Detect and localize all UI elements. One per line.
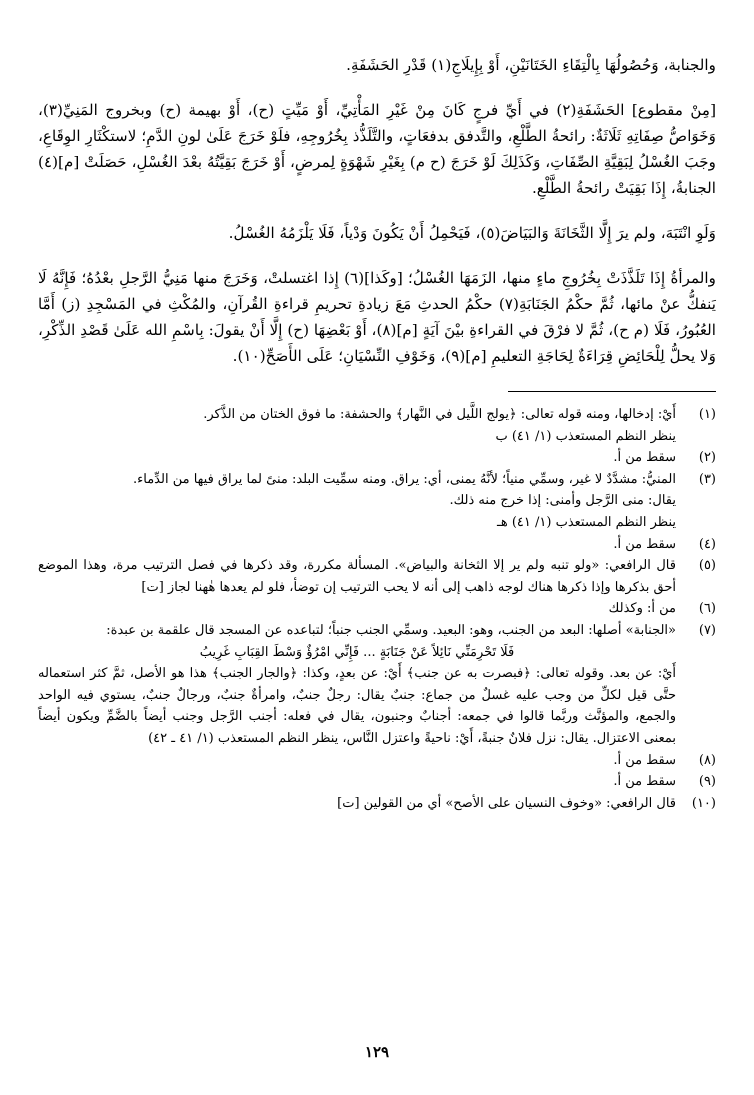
footnote-number: (٦) <box>698 601 716 617</box>
footnote-5 <box>38 555 716 598</box>
footnote-text: قال الرافعي: «وخوف النسيان على الأصح» أي من القولين [ت] <box>337 795 676 811</box>
footnote-text: يقال: منى الرَّجل وأمنى: إذا خرج منه ذلك. <box>449 493 676 509</box>
footnote-number: (٧) <box>698 622 716 638</box>
footnote-6 <box>38 598 716 620</box>
paragraph-1: والجنابة، وَحُصُولُهَا بِالْتِقَاءِ الخَتَانَيْنِ، أَوْ بِإِيلَاجِ(١) قَدْرِ الحَشَفَةِ. <box>346 56 716 74</box>
footnote-text: سقط من أ. <box>613 536 676 552</box>
footnotes <box>38 404 716 814</box>
paragraph-4: والمرأةُ إِذَا تَلَذَّذَتْ بِخُرُوجِ ماءٍ منها، الزَمَهَا الغُسْلُ؛ [وكَذا](٦) إِذا اغتسلتْ، وَخَرَجَ منها مَنِيُّ الرَّجلِ بعْدُهُ؛ فَإِنَّهُ لَا يَنفكُّ عنْ مائها، ثُمَّ حكْمُ الجَنَابَةِ(٧) حكْمُ الحدثِ مَعَ زيادةِ تحريمِ قراءةِ القُرآنِ، والمُكْثِ في المَسْجِدِ (ز) أَمَّا العُبُورُ، فَلَا (م ح)، ثُمَّ لا فرْقَ في القراءةِ بيْنَ آيَةٍ [م](٨)، أَوْ بَعْضِهَا (ح) إِلَّا أَنْ يقولَ: بِاسْمِ الله عَلَىٰ قَصْدِ الذِّكْرِ، وَلا يحلُّ لِلْحَائِضِ قِرَاءَةٌ لِحَاجَةِ التعليمِ [م](٩)، وَخَوْفِ النِّسْيَانِ؛ عَلَى الأَصَحِّ(١٠). <box>38 269 716 365</box>
footnote-text: ينظر النظم المستعذب (١/ ٤١) هـ <box>497 514 676 530</box>
poem-verse: فَلَا تَحْرِمَنِّي نَائِلاً عَنْ جَنَابَةٍ ... فَإِنِّي امْرُؤٌ وَسْطَ القِبَابِ غَرِيبُ <box>199 644 515 660</box>
footnote-text: سقط من أ. <box>613 450 676 466</box>
page-number: ١٢٩ <box>364 1043 390 1061</box>
footnote-10 <box>38 793 716 815</box>
footnote-9 <box>38 771 716 793</box>
footnote-number: (١٠) <box>691 795 716 811</box>
footnote-text: سقط من أ. <box>613 774 676 790</box>
footnote-4 <box>38 534 716 556</box>
footnote-text: قال الرافعي: «ولو تنبه ولم ير إلا الثخانة والبياض». المسألة مكررة، وقد ذكرها في فصل الترتيب مرة، وهذا الموضع أحق بذكرها وإذا ذكرها هناك لوجه ذاهب إلى أنه لا يحب الترتيب إن توضأ، فلو لم يعدها هٰهنا لجاز [ت] <box>38 558 676 595</box>
footnote-number: (٣) <box>698 471 716 487</box>
footnote-text: أَيْ: إدخالها، ومنه قوله تعالى: ﴿يولج اللَّيل في النَّهار﴾ والحشفة: ما فوق الختان من الذَّكر. <box>203 407 676 422</box>
footnote-text: أَيْ: عن بعد. وقوله تعالى: ﴿فبصرت به عن جنب﴾ أَيْ: عن بعدٍ، وكذا: ﴿والجار الجنب﴾ هذا هو الأصل، ثمَّ كثر استعماله حتَّى قيل لكلِّ من وجب عليه غسلٌ من جماع: جنبٌ يقال: رجلٌ جنبٌ، وامرأةٌ جنبٌ، ورجالٌ جنبٌ، يستوي فيه الواحد والجمع، والمؤنَّث وربَّما قالوا في جمعه: أجنابٌ وجنبون، يقال في فعله: أجنب الرَّجل وجنب أيضاً بالضَّمِّ ويكون أيضاً بمعنى الاعتزال. يقال: نزل فلانٌ جنبةً، أَيْ: ناحيةً واعتزل النَّاس، ينظر النظم المستعذب (١/ ٤١ ـ ٤٢) <box>38 666 676 746</box>
footnote-8 <box>38 750 716 772</box>
paragraph-2: [مِنْ مقطوع] الحَشَفَةِ(٢) في أَيِّ فرجٍ كَانَ مِنْ غَيْرِ المَأْتِيِّ، أَوْ مَيِّتٍ (ح)، أَوْ بهيمة (ح) وبخروج المَنِيِّ(٣)، وَخَوَاصُّ صِفَاتِهِ ثَلَاثَةٌ: رائحةُ الطَّلْعِ، والتَّدفق بدفعَاتٍ، والتَّلَذُّذ بِخُرُوجِهِ، فلَوْ خَرَجَ عَلَىٰ لونِ الدَّمِ؛ لاستكْثَارِ الوِقَاعِ، وجَبَ الغُسْلُ لِبَقِيَّةِ الصِّفَاتِ، وَكَذَلِكَ لَوْ خَرَجَ (ح م) بِغَيْرِ شَهْوَةٍ لِمرضٍ، أَوْ خَرَجَ بَقِيَّتُهُ بعْدَ الغُسْلِ، حَصَلَتْ [م](٤) الجنابةُ، إِذَا بَقِيَتْ رائحةُ الطَّلْعِ. <box>38 101 716 197</box>
footnote-text: ينظر النظم المستعذب (١/ ٤١) ب <box>495 428 676 444</box>
footnote-1 <box>38 404 716 447</box>
footnote-3 <box>38 469 716 534</box>
footnote-number: (٥) <box>698 558 716 574</box>
footnote-text: سقط من أ. <box>613 752 676 768</box>
footnote-text: المنيُّ: مشدَّدٌ لا غير، وسمِّي منياً؛ لأنَّهُ يمنى، أي: يراق. ومنه سمِّيت البلد: منىً لما يراق فيها من الدِّماء. <box>133 471 676 487</box>
footnote-number: (٨) <box>698 752 716 768</box>
footnote-number: (٤) <box>698 536 716 552</box>
footnote-7 <box>38 620 716 750</box>
footnote-number: (٢) <box>698 450 716 466</box>
footnote-separator <box>508 391 716 392</box>
footnote-2 <box>38 447 716 469</box>
footnote-number: (١) <box>698 407 716 422</box>
paragraph-3: وَلَوِ انْتَبَهَ، ولم يرَ إِلَّا الثَّخَانَةَ وَالبَيَاضَ(٥)، فَيَحْمِلُ أَنْ يَكُونَ وَدْياً، فَلَا يَلْزَمُهُ الغُسْلُ. <box>228 224 716 242</box>
footnote-number: (٩) <box>698 774 716 790</box>
footnote-text: «الجنابة» أصلها: البعد من الجنب، وهو: البعيد. وسمِّي الجنب جنباً؛ لتباعده عن المسجد قال علقمة بن عبدة: <box>106 622 676 638</box>
main-text <box>38 52 716 369</box>
footnote-text: من أ: وكذلك <box>608 601 676 617</box>
